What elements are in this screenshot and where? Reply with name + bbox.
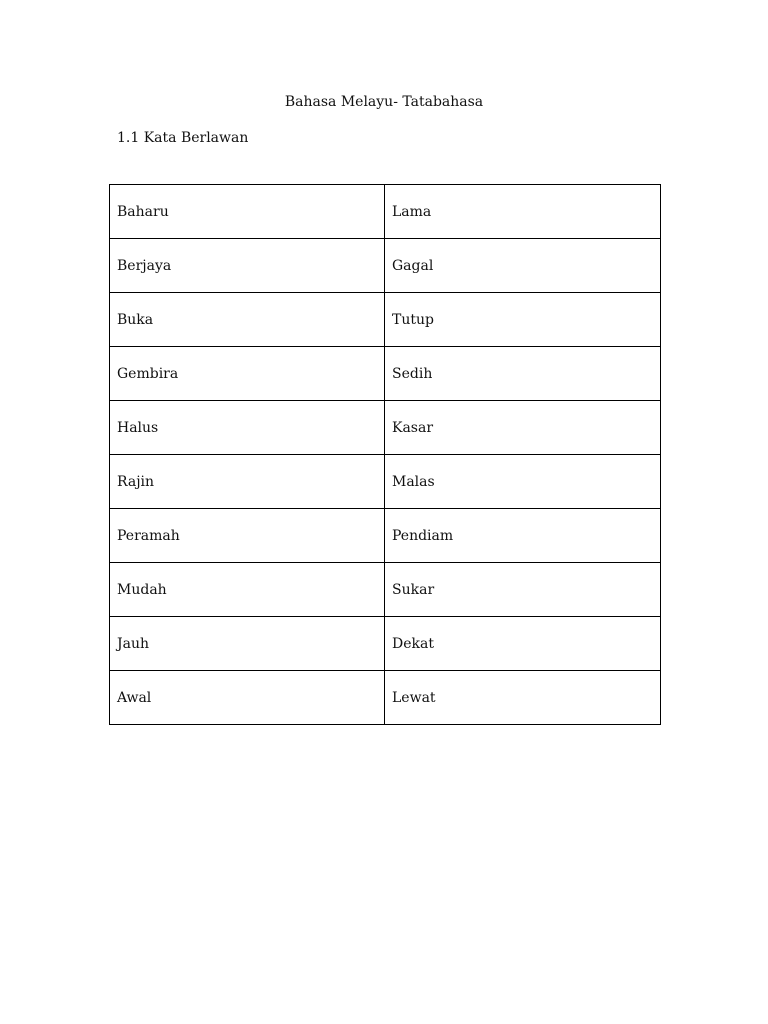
table-row xyxy=(110,185,661,239)
word-cell: Rajin xyxy=(110,455,385,509)
word-cell: Mudah xyxy=(110,563,385,617)
word-cell: Gembira xyxy=(110,347,385,401)
table-row xyxy=(110,293,661,347)
table-row xyxy=(110,563,661,617)
antonym-cell: Sukar xyxy=(385,563,661,617)
section-heading: 1.1 Kata Berlawan xyxy=(117,130,249,146)
page-title: Bahasa Melayu- Tatabahasa xyxy=(284,94,484,110)
word-cell: Berjaya xyxy=(110,239,385,293)
antonym-cell: Lama xyxy=(385,185,661,239)
word-cell: Peramah xyxy=(110,509,385,563)
antonym-cell: Sedih xyxy=(385,347,661,401)
antonym-cell: Dekat xyxy=(385,617,661,671)
antonym-cell: Kasar xyxy=(385,401,661,455)
word-cell: Halus xyxy=(110,401,385,455)
table-row xyxy=(110,401,661,455)
table-row xyxy=(110,509,661,563)
antonym-table xyxy=(109,184,661,725)
word-cell: Awal xyxy=(110,671,385,725)
table-row xyxy=(110,671,661,725)
word-cell: Baharu xyxy=(110,185,385,239)
word-cell: Buka xyxy=(110,293,385,347)
table-row xyxy=(110,239,661,293)
table-row xyxy=(110,347,661,401)
antonym-cell: Gagal xyxy=(385,239,661,293)
word-cell: Jauh xyxy=(110,617,385,671)
table-row xyxy=(110,617,661,671)
antonym-cell: Lewat xyxy=(385,671,661,725)
antonym-cell: Pendiam xyxy=(385,509,661,563)
table-row xyxy=(110,455,661,509)
antonym-cell: Tutup xyxy=(385,293,661,347)
antonym-cell: Malas xyxy=(385,455,661,509)
